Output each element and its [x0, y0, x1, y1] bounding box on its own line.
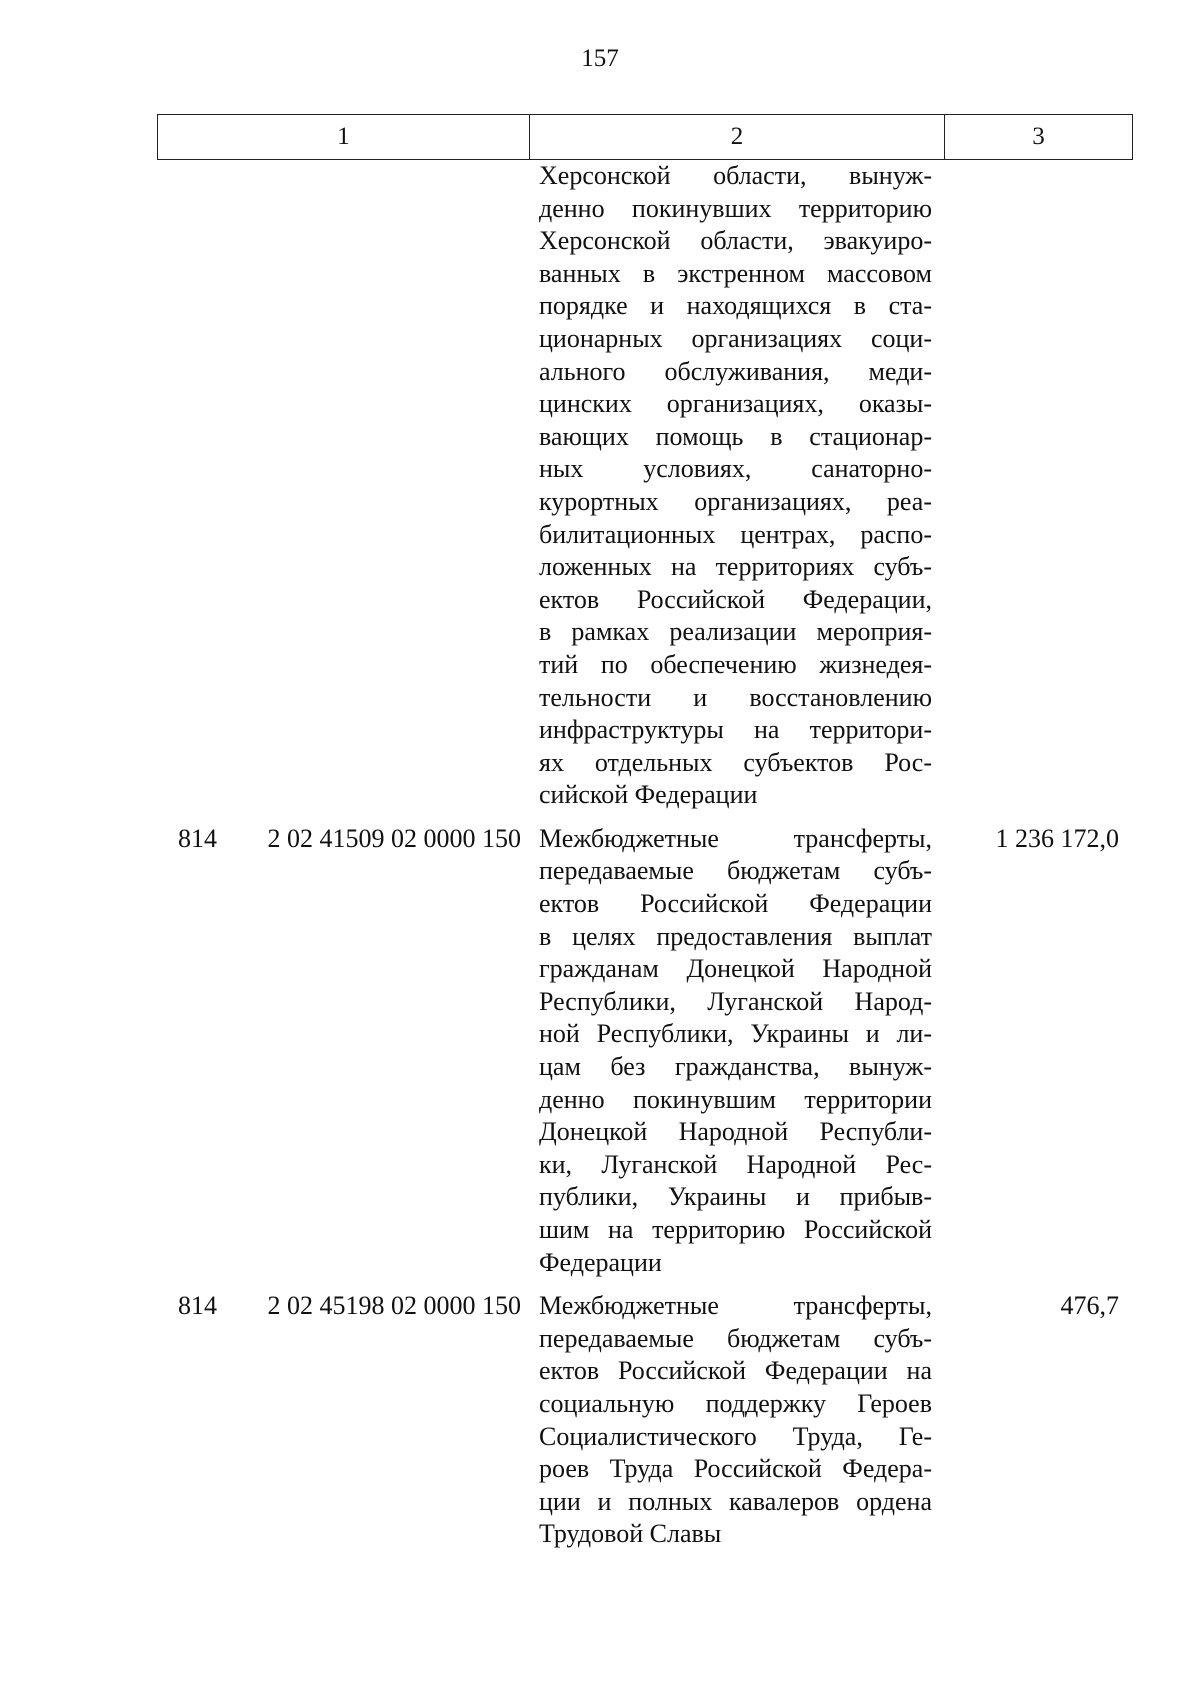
description-line: инфраструктуры на территори- [539, 715, 932, 745]
description-line: тий по обеспечению жизнедея- [539, 649, 932, 679]
amount-cell: 476,7 [1060, 1291, 1119, 1321]
description-line: ектов Российской Федерации на [539, 1356, 932, 1386]
table-header [157, 114, 1133, 160]
description-line: передаваемые бюджетам субъ- [539, 856, 932, 886]
description-line: ных условиях, санаторно- [539, 454, 932, 484]
header-col-2: 2 [530, 115, 945, 159]
description-line: гражданам Донецкой Народной [539, 954, 932, 984]
header-col-1: 1 [158, 115, 530, 159]
budget-code-cell: 2 02 41509 02 0000 150 [267, 823, 521, 853]
description-line: ванных в экстренном массовом [539, 258, 932, 288]
description-cell [539, 823, 932, 1279]
description-line: Межбюджетные трансферты, [539, 823, 932, 853]
table-row [157, 1290, 1133, 1551]
description-line: цинских организациях, оказы- [539, 389, 932, 419]
admin-code-cell [157, 160, 217, 812]
amount-cell [944, 160, 1133, 812]
table-row [157, 823, 1133, 1279]
description-line: цам без гражданства, вынуж- [539, 1052, 932, 1082]
description-cell [539, 1290, 932, 1551]
page-number: 157 [581, 45, 619, 72]
description-line: ционарных организациях соци- [539, 323, 932, 353]
description-line: ложенных на территориях субъ- [539, 552, 932, 582]
description-line: передаваемые бюджетам субъ- [539, 1323, 932, 1353]
table-row [157, 160, 1133, 812]
description-line: ального обслуживания, меди- [539, 356, 932, 386]
description-line: ектов Российской Федерации, [539, 584, 932, 614]
description-line: ектов Российской Федерации [539, 889, 932, 919]
description-line: ной Республики, Украины и ли- [539, 1019, 932, 1049]
description-line: публики, Украины и прибыв- [539, 1182, 932, 1212]
amount-cell: 1 236 172,0 [995, 823, 1119, 853]
description-line: билитационных центрах, распо- [539, 519, 932, 549]
description-line: роев Труда Российской Федера- [539, 1454, 932, 1484]
description-line: социальную поддержку Героев [539, 1388, 932, 1418]
description-line: ции и полных кавалеров ордена [539, 1486, 932, 1516]
description-line: шим на территорию Российской [539, 1215, 932, 1244]
description-line: Донецкой Народной Республи- [539, 1117, 932, 1147]
description-line: денно покинувших территорию [539, 193, 932, 223]
description-line: денно покинувшим территории [539, 1084, 932, 1114]
description-line: сийской Федерации [539, 780, 758, 810]
description-line: в рамках реализации мероприя- [539, 617, 932, 647]
budget-code-cell: 2 02 45198 02 0000 150 [267, 1291, 521, 1321]
description-line: Социалистического Труда, Ге- [539, 1421, 932, 1451]
admin-code-cell: 814 [178, 823, 217, 853]
description-line: Межбюджетные трансферты, [539, 1291, 932, 1321]
description-line: в целях предоставления выплат [539, 921, 932, 951]
admin-code-cell: 814 [178, 1291, 217, 1321]
description-line: ки, Луганской Народной Рес- [539, 1149, 932, 1179]
description-line: Херсонской области, эвакуиро- [539, 226, 932, 256]
description-line: порядке и находящихся в ста- [539, 291, 932, 321]
description-line: ях отдельных субъектов Рос- [539, 747, 932, 777]
description-line: тельности и восстановлению [539, 682, 932, 712]
header-col-3: 3 [1032, 123, 1045, 150]
description-cell [539, 160, 932, 812]
description-line: Республики, Луганской Народ- [539, 986, 932, 1016]
table-body [157, 160, 1133, 1551]
description-line: Федерации [539, 1247, 662, 1277]
description-line: Херсонской области, вынуж- [539, 161, 932, 190]
description-line: курортных организациях, реа- [539, 486, 932, 516]
description-line: Трудовой Славы [539, 1519, 722, 1549]
budget-code-cell [217, 160, 529, 812]
description-line: вающих помощь в стационар- [539, 421, 932, 451]
